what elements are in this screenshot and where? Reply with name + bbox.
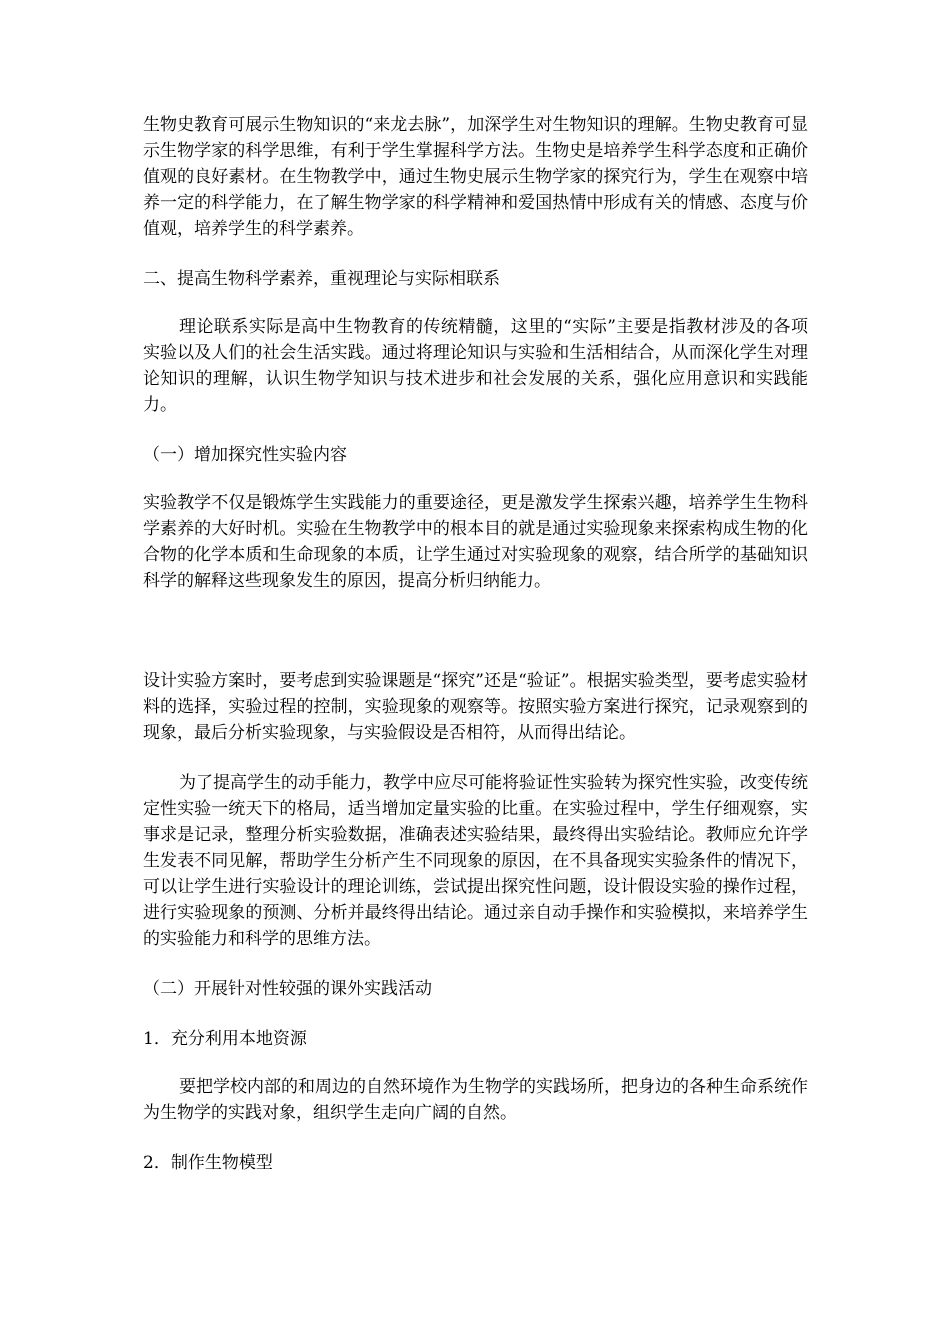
list-item-biological-models: 2．制作生物模型 — [143, 1153, 273, 1173]
paragraph-experiment-design: 设计实验方案时，要考虑到实验课题是“探究”还是“验证”。根据实验类型，要考虑实验材料的选择，实验过程的控制，实验现象的观察等。按照实验方案进行探究，记录观察到的现象，最后分析实验现象，与实验假设是否相符，从而得出结论。 — [143, 671, 808, 743]
section-heading-2: 二、提高生物科学素养，重视理论与实际相联系 — [143, 269, 500, 289]
subheading-extracurricular-activities: （二）开展针对性较强的课外实践活动 — [143, 979, 432, 999]
subheading-inquiry-experiments: （一）增加探究性实验内容 — [143, 445, 347, 465]
paragraph-local-resources: 要把学校内部的和周边的自然环境作为生物学的实践场所，把身边的各种生命系统作为生物学的实践对象，组织学生走向广阔的自然。 — [143, 1077, 808, 1123]
document-body — [143, 112, 808, 1176]
paragraph-experiment-teaching: 实验教学不仅是锻炼学生实践能力的重要途径，更是激发学生探索兴趣，培养学生生物科学素养的大好时机。实验在生物教学中的根本目的就是通过实验现象来探索构成生物的化合物的化学本质和生命现象的本质，让学生通过对实验现象的观察，结合所学的基础知识科学的解释这些现象发生的原因，提高分析归纳能力。 — [143, 493, 808, 591]
list-item-local-resources: 1．充分利用本地资源 — [143, 1029, 307, 1049]
paragraph-theory-practice: 理论联系实际是高中生物教育的传统精髓，这里的“实际”主要是指教材涉及的各项实验以及人们的社会生活实践。通过将理论知识与实验和生活相结合，从而深化学生对理论知识的理解，认识生物学知识与技术进步和社会发展的关系，强化应用意识和实践能力。 — [143, 317, 808, 415]
paragraph-biology-history: 生物史教育可展示生物知识的“来龙去脉”，加深学生对生物知识的理解。生物史教育可显示生物学家的科学思维，有利于学生掌握科学方法。生物史是培养学生科学态度和正确价值观的良好素材。在生物教学中，通过生物史展示生物学家的探究行为，学生在观察中培养一定的科学能力，在了解生物学家的科学精神和爱国热情中形成有关的情感、态度与价值观，培养学生的科学素养。 — [143, 115, 808, 239]
paragraph-hands-on-ability: 为了提高学生的动手能力，教学中应尽可能将验证性实验转为探究性实验，改变传统定性实验一统天下的格局，适当增加定量实验的比重。在实验过程中，学生仔细观察，实事求是记录，整理分析实验数据，准确表述实验结果，最终得出实验结论。教师应允许学生发表不同见解，帮助学生分析产生不同现象的原因，在不具备现实实验条件的情况下，可以让学生进行实验设计的理论训练，尝试提出探究性问题，设计假设实验的操作过程，进行实验现象的预测、分析并最终得出结论。通过亲自动手操作和实验模拟，来培养学生的实验能力和科学的思维方法。 — [143, 773, 808, 949]
